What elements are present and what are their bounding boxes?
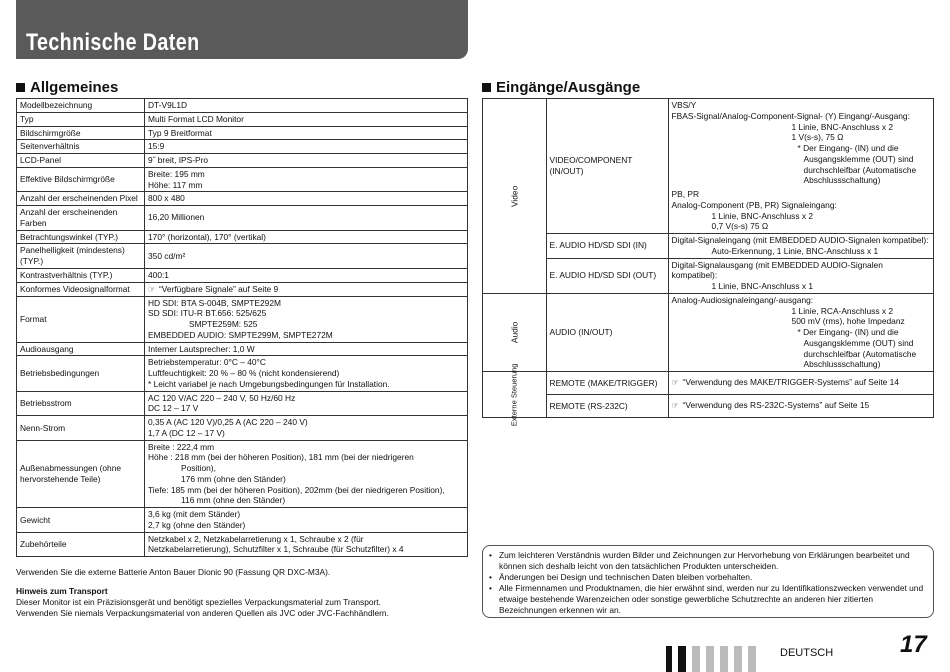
battery-note: Verwenden Sie die externe Batterie Anton Bauer Dionic 90 (Fassung QR DXC-M3A). xyxy=(16,567,331,577)
io-name: E. AUDIO HD/SD SDI (OUT) xyxy=(546,258,668,293)
io-desc: Digital-Signalausgang (mit EMBEDDED AUDIO-Signalen kompatibel): 1 Linie, BNC-Anschluss x 1 xyxy=(668,258,933,293)
table-row xyxy=(17,192,468,206)
table-row xyxy=(17,126,468,140)
group-label-video: Video xyxy=(483,99,547,294)
spec-key: Kontrastverhältnis (TYP.) xyxy=(17,268,145,282)
spec-key: Konformes Videosignalformat xyxy=(17,282,145,296)
spec-value: 9˝ breit, IPS-Pro xyxy=(145,154,468,168)
transport-note-title: Hinweis zum Transport xyxy=(16,586,108,596)
table-row xyxy=(17,440,468,508)
spec-value: Breite: 195 mm Höhe: 117 mm xyxy=(145,167,468,192)
table-row xyxy=(17,167,468,192)
footer-language: DEUTSCH xyxy=(780,647,834,659)
spec-value: 0,35 A (AC 120 V)/0,25 A (AC 220 – 240 V) 1,7 A (DC 12 – 17 V) xyxy=(145,416,468,441)
spec-key: Bildschirmgröße xyxy=(17,126,145,140)
table-row xyxy=(17,112,468,126)
spec-key: LCD-Panel xyxy=(17,154,145,168)
spec-key: Anzahl der erscheinenden Pixel xyxy=(17,192,145,206)
transport-note-line: Dieser Monitor ist ein Präzisionsgerät und benötigt spezielles Verpackungsmaterial zum Transport. xyxy=(16,597,381,608)
spec-value: Netzkabel x 2, Netzkabelarretierung x 1, Schraube x 2 (für Netzkabelarretierung), Schutzfilter x 1, Schraube (für Schutzfilter) x 4 xyxy=(145,532,468,557)
table-row xyxy=(17,99,468,113)
spec-value: 800 x 480 xyxy=(145,192,468,206)
table-row xyxy=(483,372,934,395)
spec-key: Audioausgang xyxy=(17,342,145,356)
spec-value: DT-V9L1D xyxy=(145,99,468,113)
io-name: REMOTE (MAKE/TRIGGER) xyxy=(546,372,668,395)
spec-value: 170° (horizontal), 170° (vertikal) xyxy=(145,230,468,244)
notes-box xyxy=(482,545,934,618)
spec-key: Panelhelligkeit (mindestens) (TYP.) xyxy=(17,244,145,269)
transport-note-line: Verwenden Sie niemals Verpackungsmaterial von anderen Quellen als JVC oder JVC-Fachhändlern. xyxy=(16,608,389,619)
io-desc: Analog-Audiosignaleingang/-ausgang: 1 Linie, RCA-Anschluss x 2 500 mV (rms), hohe Impedanz * Der Eingang- (IN) und die Ausgangsklemme (OUT) sind durchschleifbar (Automatische Abschlussschaltung) xyxy=(668,293,933,371)
section-heading-general-label: Allgemeines xyxy=(30,79,119,96)
table-row xyxy=(17,342,468,356)
io-desc: ☞ “Verwendung des MAKE/TRIGGER-Systems” auf Seite 14 xyxy=(668,372,933,395)
spec-value: AC 120 V/AC 220 – 240 V, 50 Hz/60 Hz DC 12 – 17 V xyxy=(145,391,468,416)
page-reference-icon: ☞ xyxy=(671,378,679,388)
spec-value: HD SDI: BTA S-004B, SMPTE292M SD SDI: ITU-R BT.656: 525/625 SMPTE259M: 525 EMBEDDED AUDIO: SMPTE299M, SMPTE272M xyxy=(145,296,468,342)
spec-key: Modellbezeichnung xyxy=(17,99,145,113)
spec-key: Betriebsstrom xyxy=(17,391,145,416)
section-heading-io-label: Eingänge/Ausgänge xyxy=(496,79,641,96)
square-bullet-icon xyxy=(16,83,25,92)
table-row xyxy=(483,293,934,371)
spec-key: Betriebsbedingungen xyxy=(17,356,145,391)
spec-value: Multi Format LCD Monitor xyxy=(145,112,468,126)
section-heading-general xyxy=(16,78,118,97)
io-desc: ☞ “Verwendung des RS-232C-Systems” auf Seite 15 xyxy=(668,395,933,418)
table-row xyxy=(483,234,934,259)
table-row xyxy=(17,268,468,282)
spec-value: 16,20 Millionen xyxy=(145,206,468,231)
io-name: E. AUDIO HD/SD SDI (IN) xyxy=(546,234,668,259)
list-item: • Alle Firmennamen und Produktnamen, die hier erwähnt sind, werden nur zu Identifikationszwecken verwendet und etwaige bestehende Warenzeichen oder sonstige gewerbliche Schutzrechte an anderen hier zitierten Bezeichnungen erkennen wir an. xyxy=(489,583,927,616)
table-row xyxy=(17,416,468,441)
group-label-audio: Audio xyxy=(483,293,547,371)
io-name: REMOTE (RS-232C) xyxy=(546,395,668,418)
spec-value: ☞ “Verfügbare Signale” auf Seite 9 xyxy=(145,282,468,296)
spec-table xyxy=(16,98,468,557)
table-row xyxy=(17,206,468,231)
spec-key: Effektive Bildschirmgröße xyxy=(17,167,145,192)
table-row xyxy=(17,532,468,557)
header-bar xyxy=(16,0,468,59)
table-row xyxy=(17,296,468,342)
table-row xyxy=(17,508,468,533)
spec-value: Breite : 222,4 mm Höhe : 218 mm (bei der höheren Position), 181 mm (bei der niedrigeren Position), 176 mm (ohne den Ständer) Tiefe: 185 mm (bei der höheren Position), 202mm (bei der niedrigeren Position), 116 mm (ohne den Ständer) xyxy=(145,440,468,508)
spec-key: Anzahl der erscheinenden Farben xyxy=(17,206,145,231)
page-number: 17 xyxy=(900,631,927,658)
spec-key: Nenn-Strom xyxy=(17,416,145,441)
table-row xyxy=(17,154,468,168)
page-reference-icon: ☞ xyxy=(671,401,679,411)
table-row xyxy=(17,282,468,296)
spec-value: Interner Lautsprecher: 1,0 W xyxy=(145,342,468,356)
spec-key: Gewicht xyxy=(17,508,145,533)
spec-key: Format xyxy=(17,296,145,342)
io-desc: Digital-Signaleingang (mit EMBEDDED AUDIO-Signalen kompatibel): Auto-Erkennung, 1 Linie, BNC-Anschluss x 1 xyxy=(668,234,933,259)
table-row xyxy=(17,140,468,154)
square-bullet-icon xyxy=(482,83,491,92)
table-row xyxy=(17,230,468,244)
spec-value: Betriebstemperatur: 0°C – 40°C Luftfeuchtigkeit: 20 % – 80 % (nicht kondensierend) * Leicht variabel je nach Umgebungsbedingungen für Installation. xyxy=(145,356,468,391)
page-reference-icon: ☞ xyxy=(148,284,156,294)
page-title: Technische Daten xyxy=(26,29,200,56)
spec-value: 350 cd/m² xyxy=(145,244,468,269)
spec-key: Betrachtungswinkel (TYP.) xyxy=(17,230,145,244)
spec-key: Außenabmessungen (ohne hervorstehende Teile) xyxy=(17,440,145,508)
table-row xyxy=(483,258,934,293)
table-row xyxy=(483,99,934,234)
io-desc: VBS/Y FBAS-Signal/Analog-Component-Signal- (Y) Eingang/-Ausgang: 1 Linie, BNC-Anschluss x 2 1 V(s-s), 75 Ω * Der Eingang- (IN) und die Ausgangsklemme (OUT) sind durchschleifbar (Automatische Abschlussschaltung) PB, PR Analog-Component (PB, PR) Signaleingang: 1 Linie, BNC-Anschluss x 2 0,7 V(s-s) 75 Ω xyxy=(668,99,933,234)
io-name: VIDEO/COMPONENT (IN/OUT) xyxy=(546,99,668,234)
table-row xyxy=(483,395,934,418)
list-item: • Zum leichteren Verständnis wurden Bilder und Zeichnungen zur Hervorhebung von Erklärungen bearbeitet und können sich deshalb leicht von den tatsächlichen Produkten unterscheiden. xyxy=(489,550,927,572)
spec-key: Zubehörteile xyxy=(17,532,145,557)
spec-value: 15:9 xyxy=(145,140,468,154)
spec-value: 3,6 kg (mit dem Ständer) 2,7 kg (ohne den Ständer) xyxy=(145,508,468,533)
spec-key: Seitenverhältnis xyxy=(17,140,145,154)
footer-bars xyxy=(666,646,756,672)
transport-note xyxy=(16,586,468,619)
io-name: AUDIO (IN/OUT) xyxy=(546,293,668,371)
section-heading-io xyxy=(482,78,640,97)
group-label-external: Externe Steuerung xyxy=(483,372,547,418)
table-row xyxy=(17,356,468,391)
table-row xyxy=(17,244,468,269)
spec-key: Typ xyxy=(17,112,145,126)
table-row xyxy=(17,391,468,416)
list-item: • Änderungen bei Design und technischen Daten bleiben vorbehalten. xyxy=(489,572,927,583)
spec-value: Typ 9 Breitformat xyxy=(145,126,468,140)
io-table xyxy=(482,98,934,426)
spec-value: 400:1 xyxy=(145,268,468,282)
